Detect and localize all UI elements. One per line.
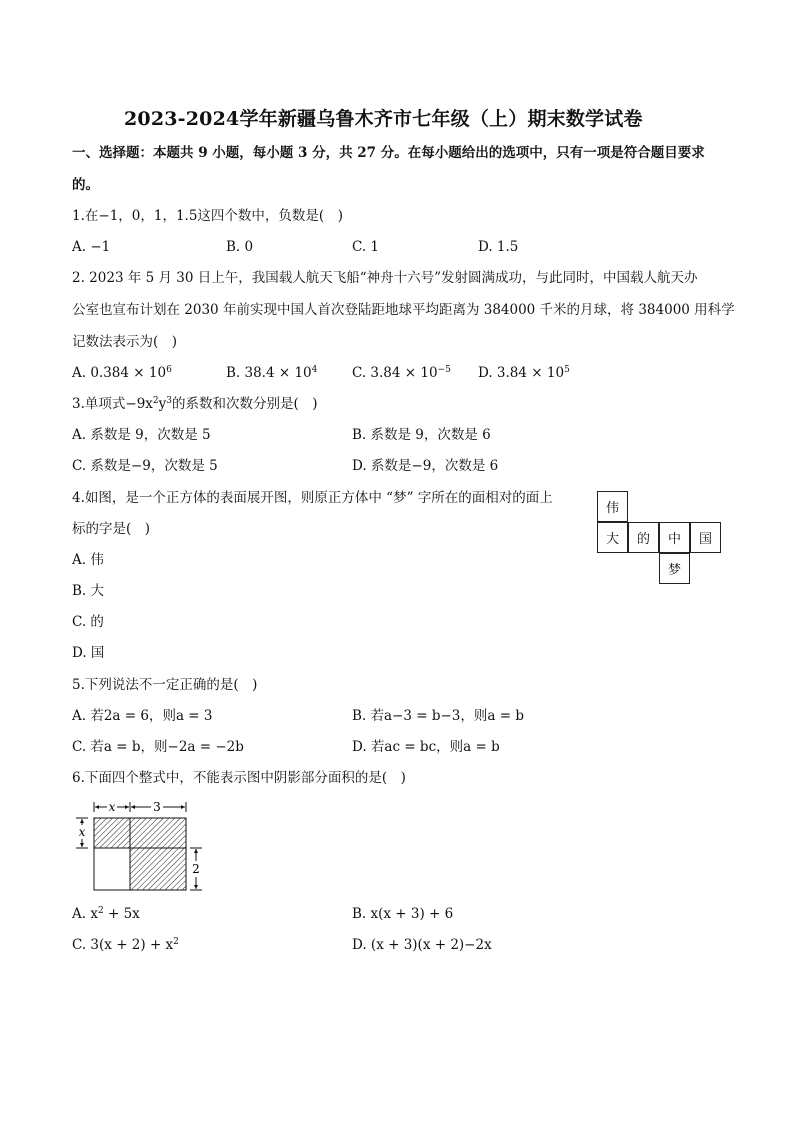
page-title: 2023-2024学年新疆乌鲁木齐市七年级（上）期末数学试卷 — [124, 108, 643, 130]
q3-stem-mid: y — [158, 396, 167, 412]
cube-cell-row-4: 国 — [690, 522, 721, 553]
q6-a-exp: 2 — [97, 906, 104, 916]
q5-option-b: B. 若a−3 = b−3，则a = b — [352, 708, 524, 724]
q6-option-c — [72, 936, 179, 954]
q6-option-a — [72, 905, 140, 923]
shaded-top-left — [94, 818, 130, 848]
q2-option-a — [72, 364, 172, 382]
two-label: 2 — [192, 862, 200, 876]
q1-option-b: B. 0 — [226, 239, 254, 255]
cube-cell-top: 伟 — [597, 491, 628, 522]
q3-exp1: 2 — [152, 396, 159, 406]
q6-c-pre: C. 3(x + 2) + x — [72, 937, 174, 953]
q4-option-a: A. 伟 — [72, 552, 104, 568]
q4-option-d: D. 国 — [72, 645, 105, 661]
q3-exp2: 3 — [166, 396, 173, 406]
q3-option-d: D. 系数是−9，次数是 6 — [352, 458, 499, 474]
q4-option-b: B. 大 — [72, 583, 105, 599]
q4-option-c: C. 的 — [72, 614, 104, 630]
shaded-right — [130, 818, 186, 890]
q5-stem: 5.下列说法不一定正确的是( ) — [72, 677, 258, 693]
cube-net-figure — [597, 491, 723, 585]
q3-stem-post: 的系数和次数分别是( ) — [172, 396, 318, 412]
q3-stem — [72, 395, 318, 413]
q2-d-exp: 5 — [564, 365, 570, 375]
q5-option-a: A. 若2a = 6，则a = 3 — [72, 708, 213, 724]
x-left-label: x — [78, 825, 86, 839]
q2-stem-line2: 公室也宣布计划在 2030 年前实现中国人首次登陆距地球平均距离为 384000 千米的月球，将 384000 用科学 — [72, 302, 735, 318]
q6-option-d: D. (x + 3)(x + 2)−2x — [352, 937, 492, 953]
q2-option-d — [478, 364, 570, 382]
q1-option-a: A. −1 — [72, 239, 111, 255]
q3-option-c: C. 系数是−9，次数是 5 — [72, 458, 218, 474]
q3-option-a: A. 系数是 9，次数是 5 — [72, 427, 211, 443]
q2-stem-line3: 记数法表示为( ) — [72, 334, 178, 350]
q2-a-base: A. 0.384 × 10 — [72, 365, 167, 381]
cube-cell-row-2: 的 — [628, 522, 659, 553]
q2-option-c — [352, 364, 451, 382]
cube-cell-row-3: 中 — [659, 522, 690, 553]
section-header-cont: 的。 — [72, 177, 99, 193]
q2-d-base: D. 3.84 × 10 — [478, 365, 565, 381]
x-top-label: x — [108, 800, 116, 814]
q2-c-base: C. 3.84 × 10 — [352, 365, 438, 381]
cube-cell-bottom: 梦 — [659, 553, 690, 584]
q2-a-exp: 6 — [166, 365, 172, 375]
q3-stem-pre: 3.单项式−9x — [72, 396, 153, 412]
q6-option-b: B. x(x + 3) + 6 — [352, 906, 454, 922]
three-label: 3 — [153, 800, 161, 814]
q2-option-b — [226, 364, 317, 382]
q2-b-exp: 4 — [311, 365, 318, 375]
q6-c-exp: 2 — [173, 937, 179, 947]
q1-option-d: D. 1.5 — [478, 239, 519, 255]
q4-stem-line1: 4.如图，是一个正方体的表面展开图，则原正方体中 “梦” 字所在的面相对的面上 — [72, 490, 553, 506]
section-header: 一、选择题：本题共 9 小题，每小题 3 分，共 27 分。在每小题给出的选项中，只有一项是符合题目要求 — [72, 145, 705, 161]
q1-option-c: C. 1 — [352, 239, 380, 255]
q2-b-base: B. 38.4 × 10 — [226, 365, 312, 381]
cube-cell-row-1: 大 — [597, 522, 628, 553]
q2-stem-line1: 2. 2023 年 5 月 30 日上午，我国载人航天飞船“神舟十六号”发射圆满成功，与此同时，中国载人航天办 — [72, 270, 698, 286]
q3-option-b: B. 系数是 9，次数是 6 — [352, 427, 491, 443]
q4-stem-line2: 标的字是( ) — [72, 521, 151, 537]
q2-c-exp: −5 — [437, 365, 451, 375]
q5-option-c: C. 若a = b，则−2a = −2b — [72, 739, 244, 755]
q6-a-post: + 5x — [103, 906, 140, 922]
q6-a-pre: A. x — [72, 906, 98, 922]
q1-stem: 1.在−1，0，1，1.5这四个数中，负数是( ) — [72, 208, 343, 224]
shaded-rectangle-figure — [70, 798, 210, 894]
q5-option-d: D. 若ac = bc，则a = b — [352, 739, 500, 755]
q6-stem: 6.下面四个整式中，不能表示图中阴影部分面积的是( ) — [72, 770, 406, 786]
